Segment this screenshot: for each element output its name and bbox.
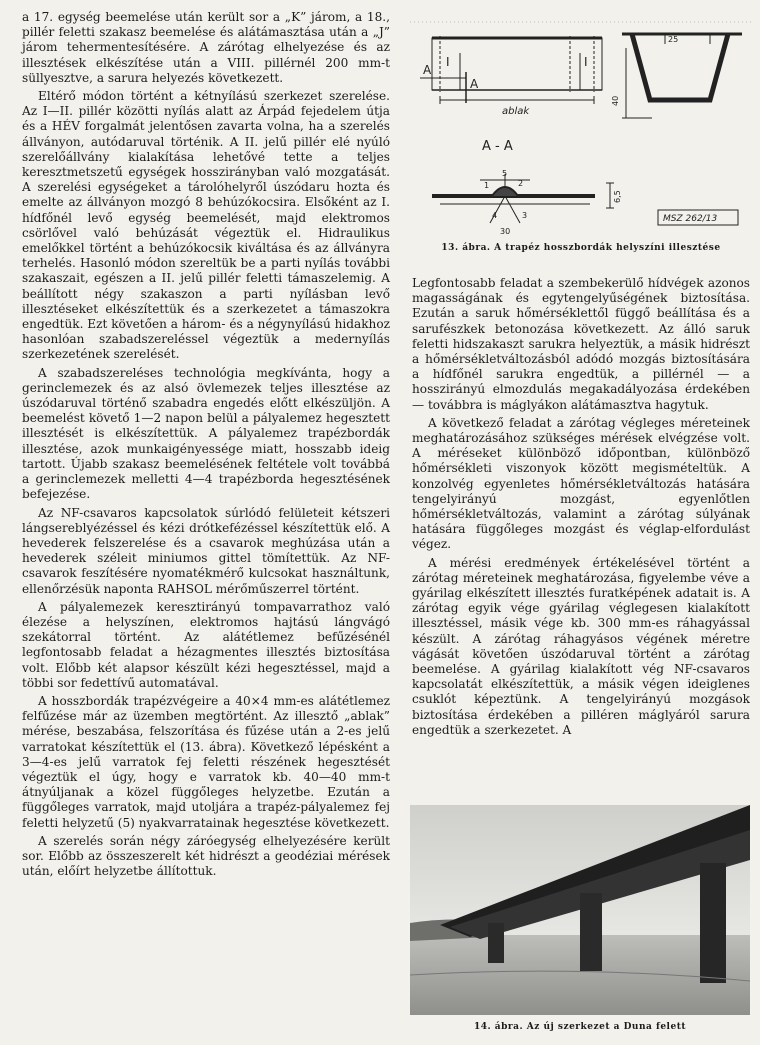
plan-outline (432, 38, 602, 90)
paragraph: a 17. egység beemelése után került sor a „K” járom, a 18., pillér feletti szakasz beemelése és alátámasztása után a „J” járom tehermentesítésére. A zárótag elhelyezése és az illesztések elkészítése után a VIII. pillérnél 200 mm-t süllyesztve, a sarura helyezés következett. (22, 10, 390, 85)
right-column (412, 276, 750, 741)
label-ablak: ablak (502, 106, 530, 117)
label-6-5: 6,5 (613, 190, 622, 203)
figure-13-drawing (410, 8, 752, 243)
label-3: 3 (522, 211, 528, 220)
figure-14-photo (410, 805, 750, 1015)
label-i-right: I (584, 55, 588, 69)
figure-13-caption: 13. ábra. A trapéz hosszbordák helyszíni illesztése (441, 243, 721, 253)
label-section-aa: A - A (482, 139, 513, 154)
paragraph: Eltérő módon történt a kétnyílású szerkezet szerelése. Az I—II. pillér közötti nyílás alatt az Árpád fejedelem útja és a HÉV forgalmát jelentősen zavarta volna, ha a szerelés állványon, autódaruval történik. A II. jelű pillér elé nyúló szerelőállvány kialakítása lehetővé tette a teljes keresztmetszetű egységek hosszirányban való mozgatását. A szerelési egységeket a tárolóhelyről úszódaru hozta és emelte az állványon mozgó 8 behúzókocsira. Elsőként az I. hídfőnél levő egység beemelését, majd elektromos csörlővel való behúzását végeztük el. Hidraulikus emelőkkel történt a behúzókocsik kiváltása és az állványra terhelés. Hasonló módon szereltük be a parti nyílás további szakaszait, egészen a II. jelű pillér feletti támaszelemig. A beállított négy szakaszon a parti nyílásban levő illesztéseket elkészítettük és a szerkezetet a támaszokra engedtük. Ezt követően a három- és a négynyílású hidakhoz hasonlóan szabadszereléssel végeztük a medernyílás szerkezetének szerelését. (22, 89, 390, 362)
paragraph: A mérési eredmények értékelésével történt a zárótag méreteinek meghatározása, figyelembe véve a gyárilag elkészített illesztés furatképének adatait is. A zárótag egyik vége gyárilag véglegesen kialakított illesztéssel, másik vége kb. 300 mm-es ráhagyással készült. A zárótag ráhagyásos végének méretre vágását követően úszódaruval történt a zárótag beemelése. A gyárilag kialakított vég NF-csavaros kapcsolatát elkészítettük, a másik végen ideiglenes csuklót képeztünk. A tengelyirányú mozgások biztosítása érdekében a pilléren máglyáról sarura engedtük a szerkezetet. A (412, 555, 750, 737)
label-1: 1 (484, 181, 490, 190)
paragraph: A hosszbordák trapézvégeire a 40×4 mm-es alátétlemez felfűzése már az üzemben megtörtént. Az illesztő „ablak” mérése, beszabása, felszorítása és fűzése után a 2-es jelű varratokat készítettük el (13. ábra). Következő lépésként a 3—4-es jelű varratok fej feletti részének hegesztését végeztük el úgy, hogy e varratok kb. 40—40 mm-t átnyúljanak a közel függőleges helyzetbe. Ezután a függőleges varratok, majd utoljára a trapéz-pályalemez fej feletti helyzetű (5) nyakvarratainak hegesztése következett. (22, 693, 390, 830)
bridge-photo (410, 805, 750, 1015)
left-column (22, 10, 390, 882)
label-30: 30 (500, 227, 511, 236)
label-a-right: A (470, 77, 479, 91)
paragraph: Az NF-csavaros kapcsolatok súrlódó felületeit kétszeri lángsereblyézéssel és kézi drótkefézéssel készítettük elő. A hevederek felszerelése és a csavarok meghúzása után a hevederek széleit miniumos gittel tömítettük. Az NF-csavarok feszítésére nyomatékmérő kulcsokat használtunk, ellenőrzésük naponta RAHSOL mérőműszerrel történt. (22, 505, 390, 596)
label-5: 5 (502, 169, 508, 178)
label-40: 40 (611, 95, 620, 106)
stamp-msz: MSZ 262/13 (663, 214, 718, 224)
paragraph: A következő feladat a zárótag végleges méreteinek meghatározásához szükséges mérések elvégzése volt. A méréseket különböző időpontban, különböző hőmérsékleti viszonyok között megismételtük. A konzolvég egyenletes hőmérsékletváltozás hatására tengelyirányú mozgást, egyenlőtlen hőmérsékletváltozás, valamint a zárótag súlyának hatására függőleges mozgást és véglap-elfordulást végez. (412, 415, 750, 552)
label-i-left: I (446, 55, 450, 69)
figure-13 (410, 8, 752, 270)
figure-14-caption: 14. ábra. Az új szerkezet a Duna felett (473, 1022, 687, 1032)
label-2: 2 (518, 179, 524, 188)
label-a-left: A (423, 63, 432, 77)
paragraph: A pályalemezek keresztirányú tompavarrathoz való élezése a helyszínen, elektromos hajtású lángvágó szekátorral történt. Az alátétlemez befűzésénél legfontosabb feladat a hézagmentes illesztés biztosítása volt. Előbb két alapsor készült kézi hegesztéssel, majd a többi sor fedettívű automatával. (22, 599, 390, 690)
paragraph: A szabadszereléses technológia megkívánta, hogy a gerinclemezek és az alsó övlemezek teljes illesztése az úszódaruval történő szabadra engedés előtt elkészüljön. A beemelést követő 1—2 napon belül a pályalemez hegesztett illesztését is elkészítettük. A pályalemez trapézbordák illesztése, azok munkaigényessége miatt, hosszabb ideig tartott. Újabb szakasz beemelésének feltétele volt továbbá a gerinclemezek melletti 4—4 trapézborda hegesztésének befejezése. (22, 365, 390, 502)
paragraph: Legfontosabb feladat a szembekerülő hídvégek azonos magasságának és egytengelyűségének biztosítása. Ezután a saruk hőmérséklettől függő beállítása és a sarufészkek betonozása következett. Az álló saruk feletti hidszakaszt sarukra helyeztük, a másik hidrészt a hőmérsékletváltozásból adódó mozgás biztosítására a hídfőnél sarukra engedtük, a pillérnél — a hosszirányú elmozdulás megakadályozása érdekében — továbbra is máglyákon alátámasztva hagytuk. (412, 276, 750, 412)
label-25: 25 (668, 35, 679, 44)
label-4: 4 (492, 211, 498, 220)
paragraph: A szerelés során négy záróegység elhelyezésére került sor. Előbb az összeszerelt két hidrészt a geodéziai mérések után, előírt helyzetbe állítottuk. (22, 833, 390, 879)
